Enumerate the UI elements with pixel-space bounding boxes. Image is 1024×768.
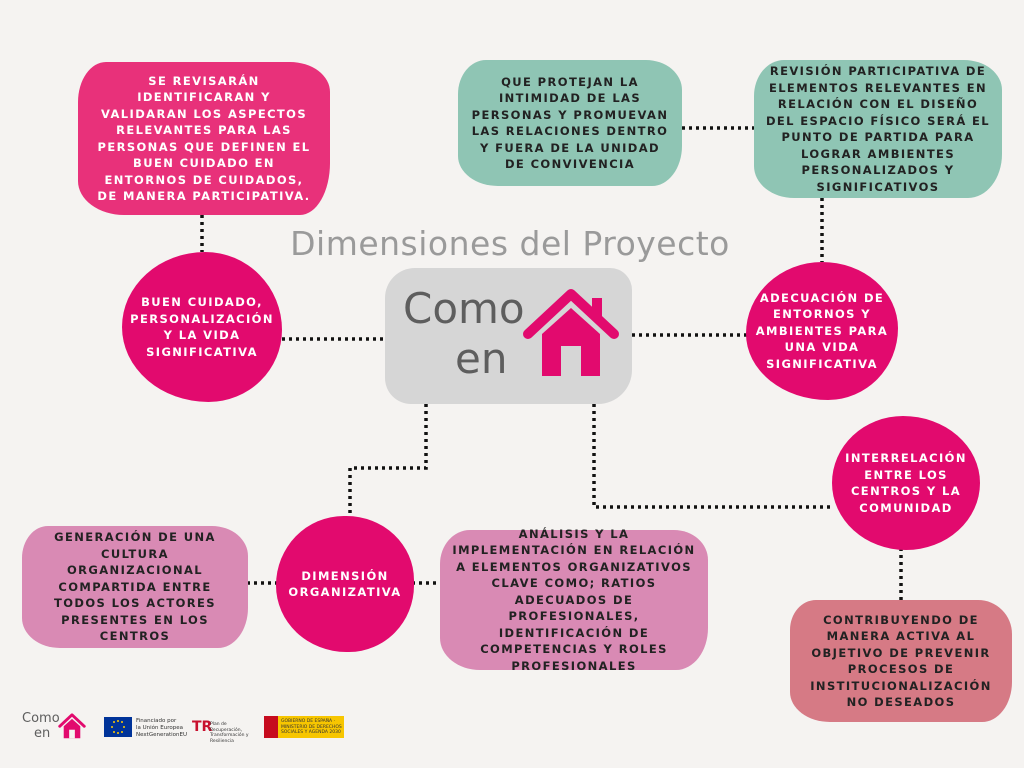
logo-word-como: Como	[403, 284, 525, 333]
eu-text-line3: NextGenerationEU	[136, 732, 187, 738]
gobierno-text: GOBIERNO DE ESPAÑA · MINISTERIO DE DERECHOS SOCIALES Y AGENDA 2030	[281, 719, 342, 735]
tr-logo: TR	[192, 719, 213, 735]
node-intimidad: QUE PROTEJAN LA INTIMIDAD DE LAS PERSONAS Y PROMUEVAN LAS RELACIONES DENTRO Y FUERA DE LA UNIDAD DE CONVIVENCIA	[458, 60, 682, 186]
gobierno-logo	[264, 716, 344, 738]
node-adecuacion-entornos: ADECUACIÓN DE ENTORNOS Y AMBIENTES PARA UNA VIDA SIGNIFICATIVA	[746, 262, 898, 400]
footer-house-icon	[58, 712, 86, 740]
house-icon	[522, 286, 620, 380]
spain-shield-icon	[264, 716, 278, 738]
footer-logos	[20, 710, 360, 746]
connector-center-interrelacion	[594, 383, 832, 507]
node-buen-cuidado-description: SE REVISARÁN IDENTIFICARAN Y VALIDARAN LOS ASPECTOS RELEVANTES PARA LAS PERSONAS QUE DEFINEN EL BUEN CUIDADO EN ENTORNOS DE CUIDADOS, DE MANERA PARTICIPATIVA.	[78, 62, 330, 215]
node-contribuyendo: CONTRIBUYENDO DE MANERA ACTIVA AL OBJETIVO DE PREVENIR PROCESOS DE INSTITUCIONALIZACIÓN NO DESEADOS	[790, 600, 1012, 722]
node-analisis-implementacion: ANÁLISIS Y LA IMPLEMENTACIÓN EN RELACIÓN A ELEMENTOS ORGANIZATIVOS CLAVE COMO; RATIOS ADECUADOS DE PROFESIONALES, IDENTIFICACIÓN DE COMPETENCIAS Y ROLES PROFESIONALES	[440, 530, 708, 670]
logo-word-en: en	[455, 334, 508, 383]
node-interrelacion: INTERRELACIÓN ENTRE LOS CENTROS Y LA COMUNIDAD	[832, 416, 980, 550]
connector-center-dimension	[350, 404, 426, 520]
node-buen-cuidado: BUEN CUIDADO, PERSONALIZACIÓN Y LA VIDA SIGNIFICATIVA	[122, 252, 282, 402]
eu-text-line2: la Unión Europea	[136, 725, 183, 731]
diagram-title: Dimensiones del Proyecto	[290, 224, 730, 263]
node-revision-participativa: REVISIÓN PARTICIPATIVA DE ELEMENTOS RELEVANTES EN RELACIÓN CON EL DISEÑO DEL ESPACIO FÍSICO SERÁ EL PUNTO DE PARTIDA PARA LOGRAR AMBIENTES PERSONALIZADOS Y SIGNIFICATIVOS	[754, 60, 1002, 198]
node-generacion-cultura: GENERACIÓN DE UNA CULTURA ORGANIZACIONAL COMPARTIDA ENTRE TODOS LOS ACTORES PRESENTES EN LOS CENTROS	[22, 526, 248, 648]
eu-text-line1: Financiado por	[136, 718, 177, 724]
node-dimension-organizativa: DIMENSIÓN ORGANIZATIVA	[276, 516, 414, 652]
center-logo-box	[385, 268, 632, 404]
footer-logo-word-en: en	[34, 726, 51, 741]
eu-flag-icon	[104, 717, 132, 737]
tr-text: Plan de Recuperación, Transformación y Resiliencia	[210, 722, 249, 744]
footer-logo-word-como: Como	[22, 711, 60, 726]
